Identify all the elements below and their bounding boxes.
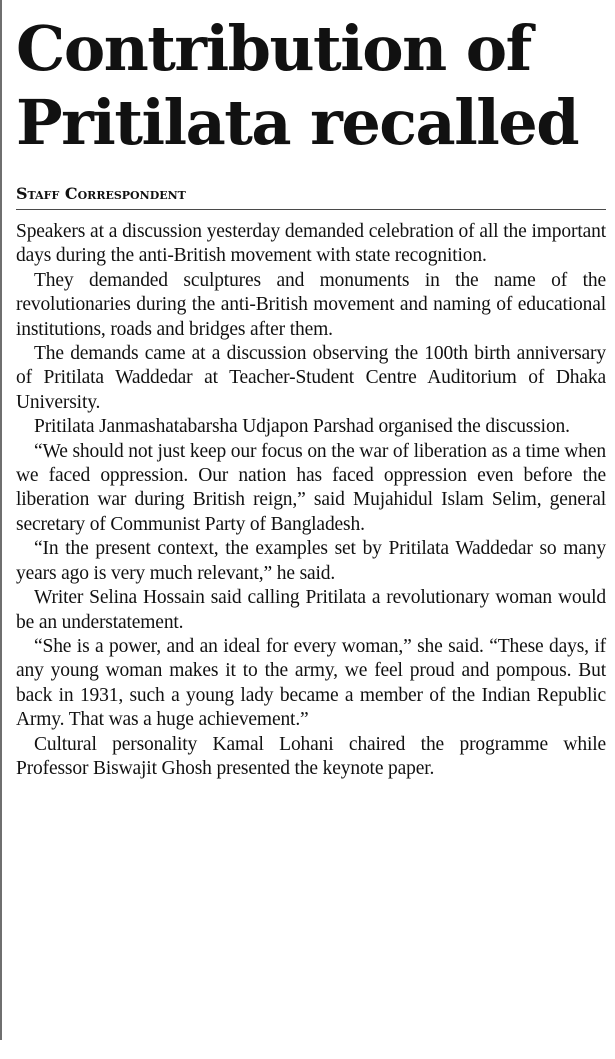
paragraph: They demanded sculptures and monuments in the name of the revolutionaries during the anti-British movement and naming of educational institutions, roads and bridges after them. [16, 269, 606, 340]
paragraph: “In the present context, the examples set by Pritilata Waddedar so many years ago is very much relevant,” he said. [16, 538, 606, 584]
headline-line-2: Pritilata recalled [16, 86, 579, 159]
paragraph: Pritilata Janmashatabarsha Udjapon Parshad organised the discussion. [34, 416, 570, 438]
paragraph: “She is a power, and an ideal for every woman,” she said. “These days, if any young woman makes it to the army, we feel proud and pompous. But back in 1931, such a young lady became a member of the Indian Republic Army. That was a huge achievement.” [16, 635, 606, 731]
paragraph: “We should not just keep our focus on the war of liberation as a time when we faced oppression. Our nation has faced oppression even before the liberation war during British reign,” said Mujahidul Islam Selim, general secretary of Communist Party of Bangladesh. [16, 440, 606, 535]
paragraph: The demands came at a discussion observing the 100th birth anniversary of Pritilata Waddedar at Teacher-Student Centre Auditorium of Dhaka University. [16, 343, 606, 413]
paragraph: Speakers at a discussion yesterday demanded celebration of all the important days during the anti-British movement with state recognition. [16, 221, 606, 267]
paragraph: Writer Selina Hossain said calling Pritilata a revolutionary woman would be an understatement. [16, 587, 606, 633]
paragraph: Cultural personality Kamal Lohani chaired the programme while Professor Biswajit Ghosh presented the keynote paper. [16, 733, 606, 779]
news-article [16, 12, 606, 781]
column-rule [0, 0, 2, 1040]
headline-line-1: Contribution of [16, 12, 531, 85]
article-body [16, 220, 606, 781]
headline [16, 12, 606, 160]
byline: Staff Correspondent [16, 184, 606, 210]
